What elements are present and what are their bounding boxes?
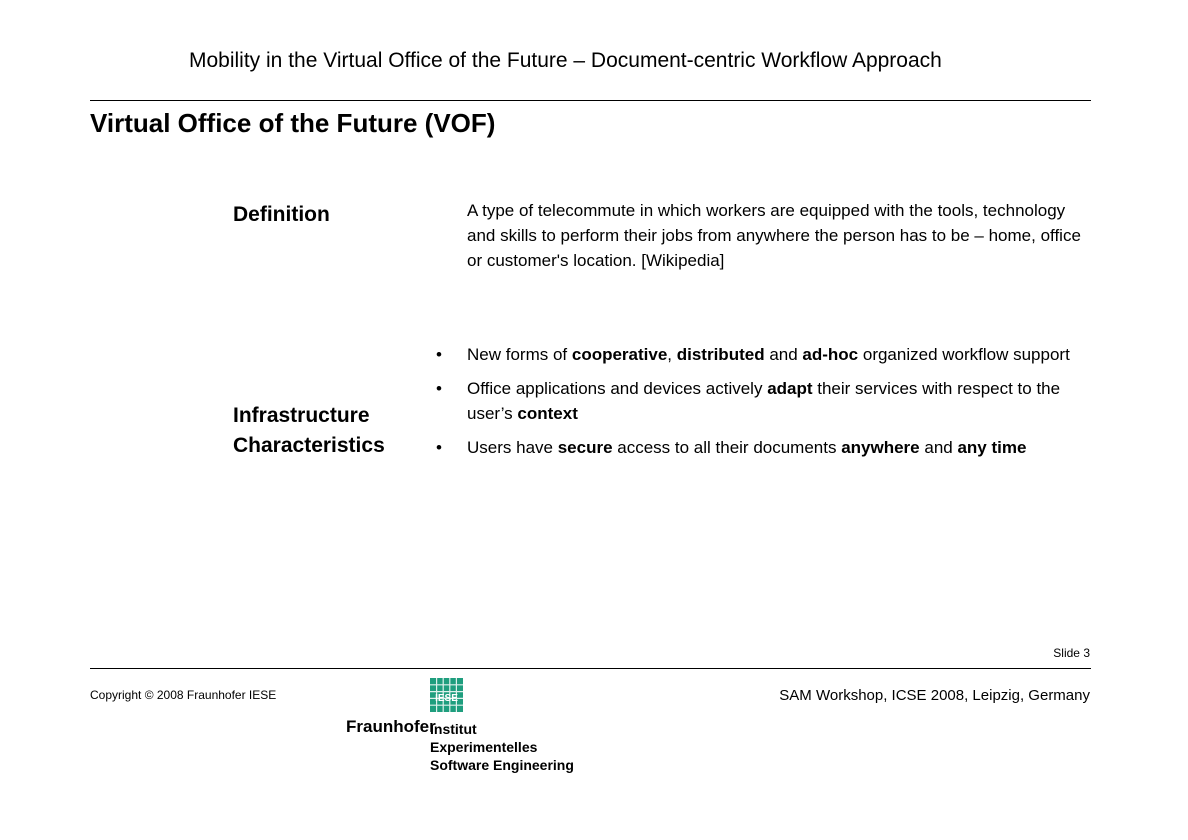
- logo-line-experimentelles: Experimentelles: [430, 739, 538, 755]
- bullet-emphasis-text: cooperative: [571, 345, 668, 364]
- presentation-header-title: Mobility in the Virtual Office of the Future – Document-centric Workflow Approach: [189, 49, 942, 72]
- bullet-emphasis-text: any time: [957, 438, 1027, 457]
- bullet-emphasis-text: distributed: [676, 345, 765, 364]
- definition-text: A type of telecommute in which workers are equipped with the tools, technology and skills to perform their jobs from anywhere the person has to be – home, office or customer's location. [Wikipedia]: [467, 201, 1081, 270]
- infrastructure-label-line2: Characteristics: [233, 434, 385, 457]
- footer-divider: [90, 668, 1091, 669]
- venue-text: SAM Workshop, ICSE 2008, Leipzig, Germany: [779, 687, 1090, 704]
- bullet-text: their services with respect to the user’s: [467, 379, 1061, 423]
- bullet-mark: •: [436, 379, 442, 398]
- logo-line-software-engineering: Software Engineering: [430, 757, 574, 773]
- definition-label: Definition: [233, 203, 330, 226]
- bullet-emphasis-text: adapt: [767, 379, 813, 398]
- logo-grid-text: IESE: [435, 693, 458, 704]
- iese-grid-logo-icon: [430, 678, 463, 712]
- bullet-text: and: [919, 438, 958, 457]
- bullet-emphasis-text: ad-hoc: [802, 345, 859, 364]
- characteristic-bullet-item: [436, 342, 1096, 367]
- bullet-mark: •: [436, 345, 442, 364]
- characteristic-bullet-item: [436, 435, 1096, 460]
- bullet-text: and: [764, 345, 803, 364]
- logo-line-institut: Institut: [430, 721, 477, 737]
- slide-number: Slide 3: [1053, 646, 1090, 660]
- fraunhofer-iese-logo: [346, 678, 576, 778]
- bullet-text: ,: [667, 345, 677, 364]
- bullet-text: Users have: [467, 438, 558, 457]
- logo-fraunhofer-name: Fraunhofer: [346, 717, 436, 736]
- characteristic-bullet-item: [436, 376, 1096, 426]
- infrastructure-label-line1: Infrastructure: [233, 404, 370, 427]
- bullet-emphasis-text: secure: [557, 438, 613, 457]
- bullet-emphasis-text: anywhere: [841, 438, 920, 457]
- slide-title: Virtual Office of the Future (VOF): [90, 108, 496, 138]
- bullet-emphasis-text: context: [517, 404, 578, 423]
- bullet-text: access to all their documents: [612, 438, 842, 457]
- characteristics-bullet-list: [436, 342, 1096, 469]
- copyright-notice: Copyright © 2008 Fraunhofer IESE: [90, 688, 277, 702]
- bullet-text: New forms of: [467, 345, 572, 364]
- bullet-mark: •: [436, 438, 442, 457]
- bullet-text: organized workflow support: [858, 345, 1070, 364]
- infrastructure-characteristics-label: [233, 401, 433, 461]
- header-divider: [90, 100, 1091, 101]
- bullet-text: Office applications and devices actively: [467, 379, 768, 398]
